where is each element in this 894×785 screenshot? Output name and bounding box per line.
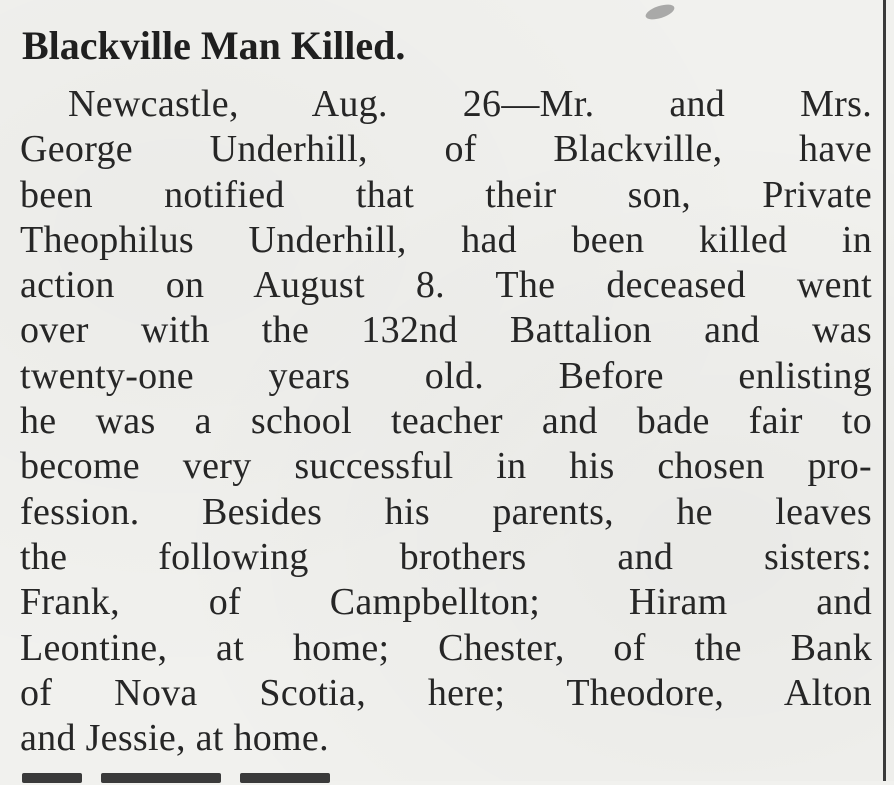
article-line: George Underhill, of Blackville, have (20, 128, 872, 171)
article-line: he was a school teacher and bade fair to (20, 400, 872, 443)
article-line: Frank, of Campbellton; Hiram and (20, 581, 872, 624)
article-headline: Blackville Man Killed. (22, 23, 406, 68)
article-line: of Nova Scotia, here; Theodore, Alton (20, 671, 872, 714)
article-line: Leontine, at home; Chester, of the Bank (20, 626, 872, 669)
article-line: become very successful in his chosen pro- (20, 445, 872, 488)
article-line: Newcastle, Aug. 26—Mr. and Mrs. (68, 83, 872, 125)
article-line: action on August 8. The deceased went (20, 264, 872, 307)
column-rule (883, 0, 886, 781)
cropped-next-headline (22, 765, 622, 785)
article-line: and Jessie, at home. (20, 717, 329, 760)
article-line: been notified that their son, Private (20, 173, 872, 216)
cropped-glyph (101, 773, 221, 783)
ink-blot (644, 2, 676, 23)
article-line: Theophilus Underhill, had been killed in (20, 218, 872, 261)
article-line: fession. Besides his parents, he leaves (20, 490, 872, 533)
article-line: twenty-one years old. Before enlisting (20, 354, 872, 397)
article-line: the following brothers and sisters: (20, 535, 872, 578)
cropped-glyph (240, 773, 330, 783)
article-line: over with the 132nd Battalion and was (20, 309, 872, 352)
cropped-glyph (22, 773, 82, 783)
article-body (20, 82, 872, 761)
